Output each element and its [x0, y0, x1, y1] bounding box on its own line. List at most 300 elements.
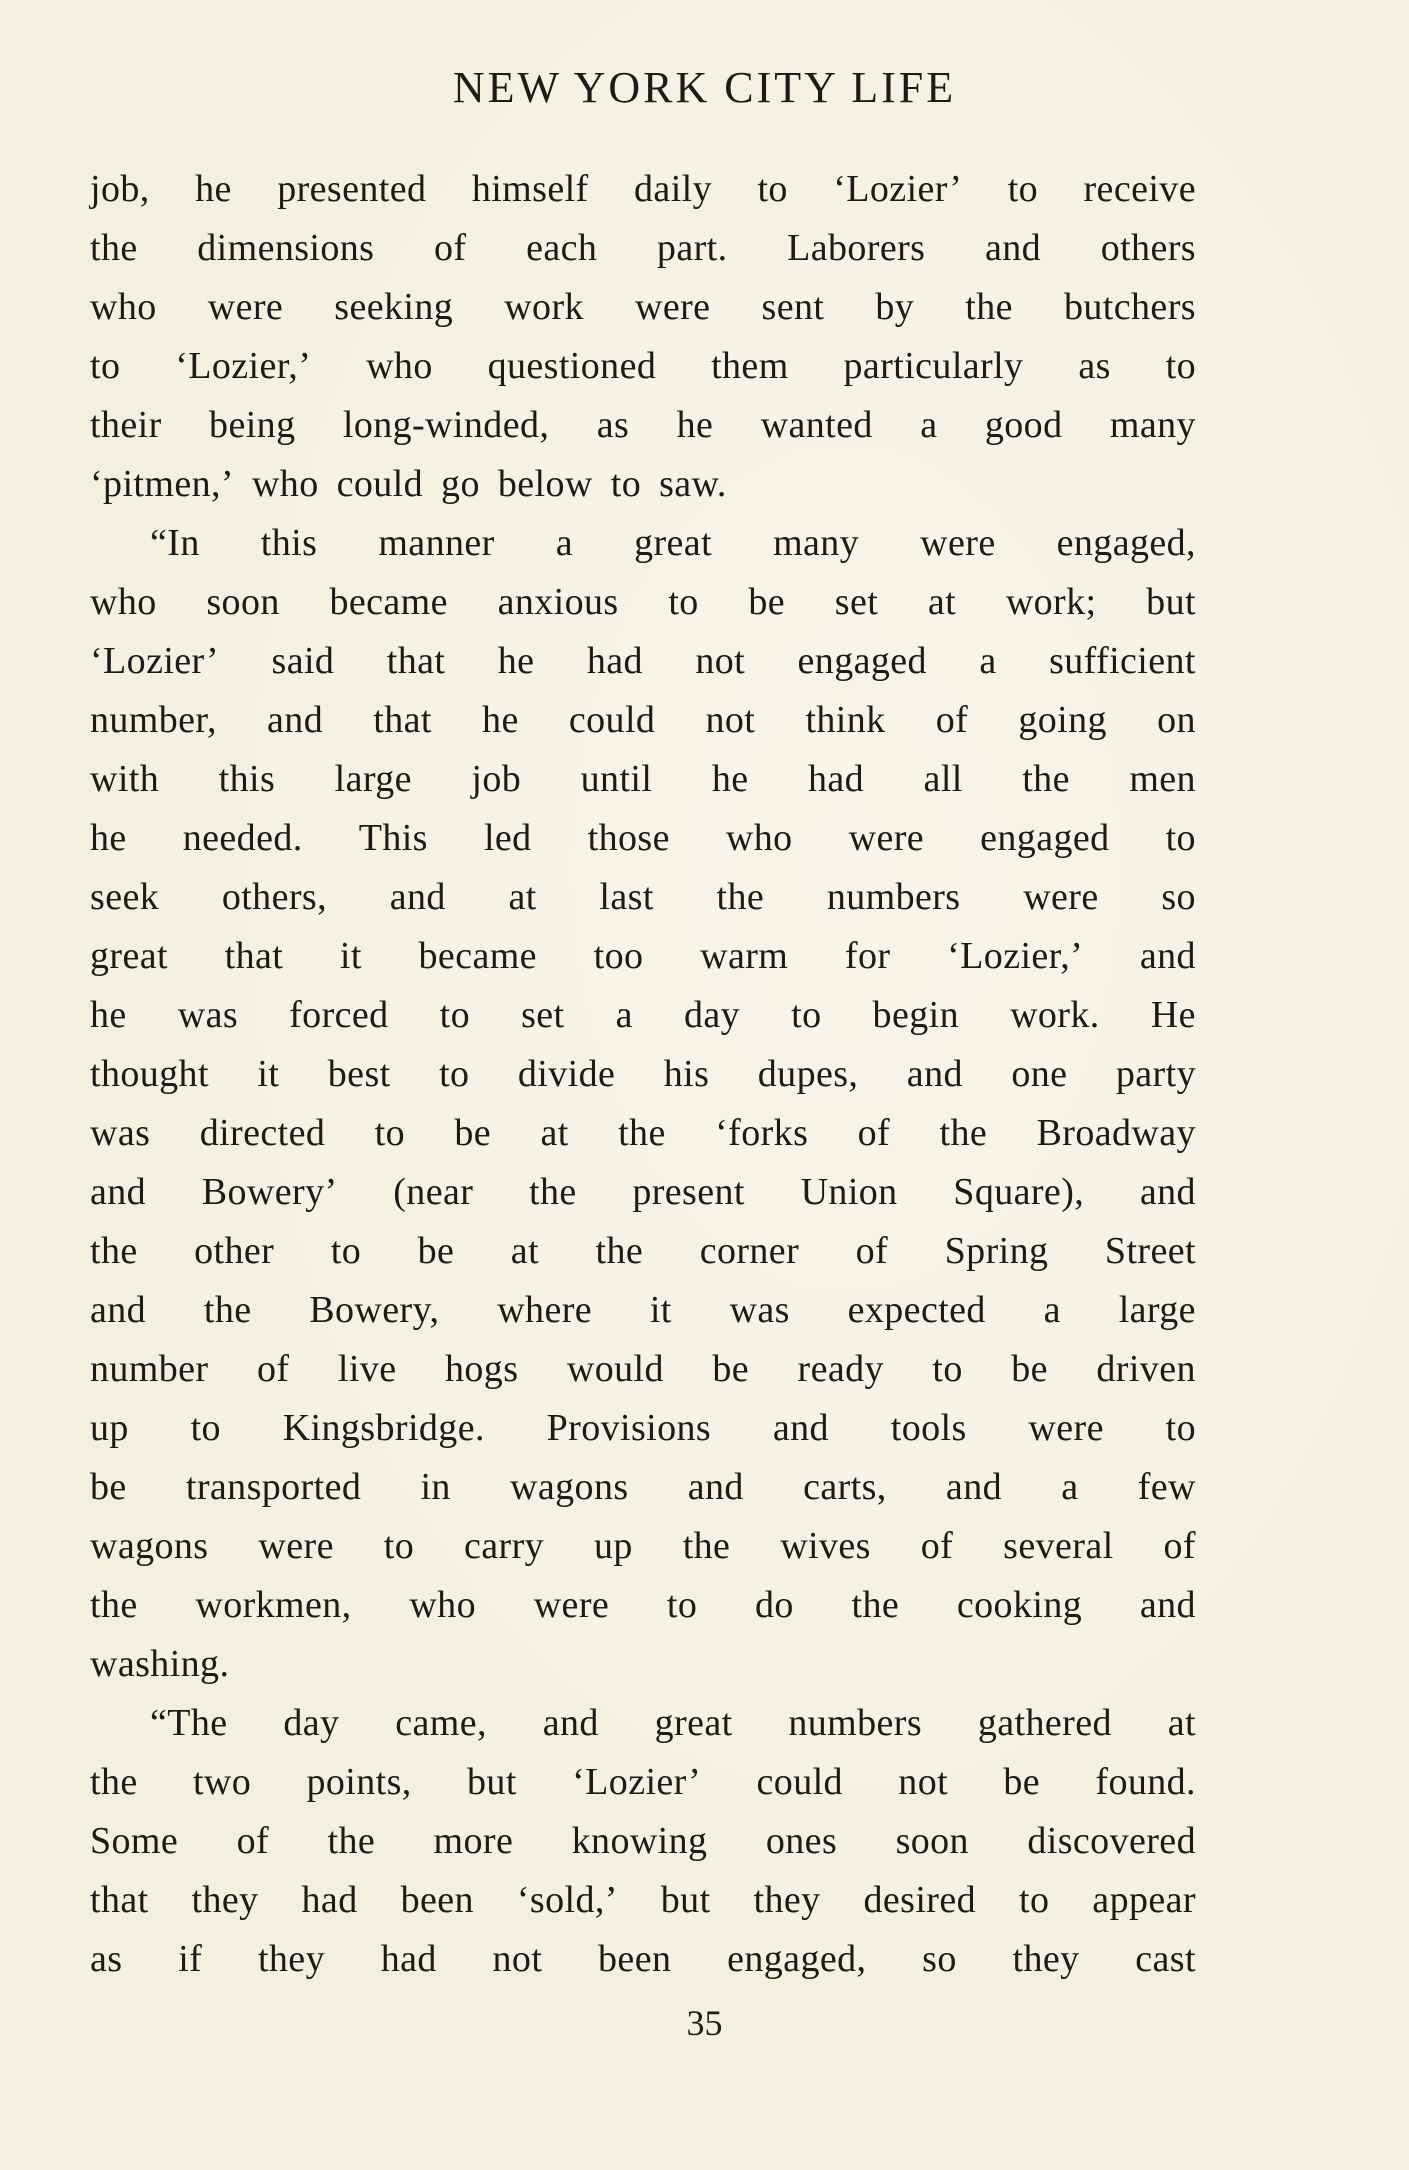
body-text: [90, 160, 1196, 1989]
word: sent: [761, 286, 825, 328]
word: ‘Lozier,’: [947, 935, 1084, 977]
word: to: [439, 1053, 470, 1095]
word: Kingsbridge.: [282, 1407, 485, 1449]
word: was: [729, 1289, 790, 1331]
text-line: [90, 1281, 1196, 1340]
text-line: [90, 219, 1196, 278]
word: and: [1139, 935, 1196, 977]
word: himself: [471, 168, 589, 210]
word: ‘forks: [715, 1112, 809, 1154]
text-line: [90, 1753, 1196, 1812]
word: at: [1167, 1702, 1196, 1744]
word: job: [471, 758, 522, 800]
word: go: [441, 463, 480, 505]
word: it: [257, 1053, 280, 1095]
word: driven: [1096, 1348, 1196, 1390]
word: and: [542, 1702, 599, 1744]
word: great: [654, 1702, 733, 1744]
word: ‘Lozier’: [833, 168, 963, 210]
word: present: [632, 1171, 745, 1213]
word: warm: [700, 935, 789, 977]
word: to: [1165, 817, 1196, 859]
word: gathered: [977, 1702, 1112, 1744]
word: could: [568, 699, 656, 741]
word: workmen,: [195, 1584, 352, 1626]
word: seeking: [334, 286, 454, 328]
word: daily: [634, 168, 713, 210]
word: the: [529, 1171, 577, 1213]
word: they: [191, 1879, 259, 1921]
word: numbers: [788, 1702, 923, 1744]
word: good: [984, 404, 1063, 446]
word: up: [90, 1407, 129, 1449]
word: to: [439, 994, 471, 1036]
word: ‘pitmen,’: [90, 463, 234, 505]
word: hogs: [445, 1348, 519, 1390]
word: became: [418, 935, 537, 977]
word: who: [90, 286, 157, 328]
word: others,: [221, 876, 327, 918]
running-head: NEW YORK CITY LIFE: [452, 63, 957, 112]
word: who: [725, 817, 793, 859]
word: wanted: [760, 404, 873, 446]
word: job,: [90, 168, 150, 210]
word: carts,: [803, 1466, 887, 1508]
word: could: [336, 463, 424, 505]
word: they: [1012, 1938, 1080, 1980]
text-line: [90, 1517, 1196, 1576]
word: at: [540, 1112, 569, 1154]
word: be: [454, 1112, 492, 1154]
word: other: [194, 1230, 275, 1272]
word: engaged: [980, 817, 1110, 859]
word: led: [483, 817, 532, 859]
word: were: [920, 522, 996, 564]
word: particularly: [843, 345, 1024, 387]
word: could: [756, 1761, 843, 1803]
word: not: [492, 1938, 543, 1980]
page-number: 35: [686, 2003, 723, 2043]
word: to: [791, 994, 822, 1036]
word: it: [649, 1289, 672, 1331]
text-line: [90, 1399, 1196, 1458]
word: Some: [90, 1820, 179, 1862]
word: at: [508, 876, 537, 918]
word: last: [599, 876, 654, 918]
word: he: [195, 168, 232, 210]
word: cast: [1135, 1938, 1196, 1980]
word: his: [663, 1053, 710, 1095]
text-line: [90, 986, 1196, 1045]
word: soon: [895, 1820, 969, 1862]
word: and: [945, 1466, 1002, 1508]
word: the: [682, 1525, 731, 1567]
text-line: [90, 1045, 1196, 1104]
word: ‘Lozier’: [90, 640, 220, 682]
text-line: [90, 632, 1196, 691]
word: a: [920, 404, 938, 446]
text-line: [90, 1163, 1196, 1222]
word: to: [383, 1525, 415, 1567]
word: all: [923, 758, 963, 800]
word: points,: [306, 1761, 412, 1803]
word: who: [409, 1584, 476, 1626]
word: as: [90, 1938, 123, 1980]
word: that: [224, 935, 284, 977]
word: but: [660, 1879, 711, 1921]
word: (near: [393, 1171, 474, 1213]
word: do: [754, 1584, 794, 1626]
word: if: [178, 1938, 203, 1980]
word: desired: [863, 1879, 977, 1921]
word: dimensions: [197, 227, 375, 269]
word: so: [922, 1938, 957, 1980]
word: would: [566, 1348, 664, 1390]
word: to: [374, 1112, 406, 1154]
word: a: [1043, 1289, 1061, 1331]
word: Square),: [953, 1171, 1085, 1213]
word: live: [337, 1348, 397, 1390]
word: party: [1115, 1053, 1196, 1095]
word: ready: [797, 1348, 884, 1390]
word: and: [687, 1466, 744, 1508]
word: ‘sold,’: [516, 1879, 618, 1921]
text-line: [90, 1635, 1196, 1694]
word: to: [932, 1348, 963, 1390]
word: those: [587, 817, 670, 859]
word: the: [965, 286, 1013, 328]
word: Street: [1104, 1230, 1196, 1272]
word: to: [610, 463, 642, 505]
text-line: [90, 868, 1196, 927]
word: became: [329, 581, 448, 623]
word: several: [1003, 1525, 1114, 1567]
word: came,: [395, 1702, 487, 1744]
text-line: [90, 396, 1196, 455]
word: he: [90, 817, 127, 859]
word: engaged,: [727, 1938, 867, 1980]
word: discovered: [1027, 1820, 1196, 1862]
word: forced: [289, 994, 389, 1036]
word: tools: [890, 1407, 967, 1449]
word: a: [979, 640, 997, 682]
word: expected: [847, 1289, 986, 1331]
text-line: [90, 1222, 1196, 1281]
word: few: [1137, 1466, 1196, 1508]
word: be: [748, 581, 786, 623]
word: He: [1150, 994, 1196, 1036]
word: questioned: [487, 345, 657, 387]
word: be: [1011, 1348, 1048, 1390]
word: to: [190, 1407, 221, 1449]
word: Bowery,: [309, 1289, 440, 1331]
word: a: [615, 994, 633, 1036]
word: be: [90, 1466, 127, 1508]
word: anxious: [497, 581, 619, 623]
word: were: [207, 286, 284, 328]
word: great: [90, 935, 168, 977]
text-line: [90, 278, 1196, 337]
word: think: [805, 699, 886, 741]
word: of: [857, 1112, 891, 1154]
word: Broadway: [1036, 1112, 1196, 1154]
word: and: [772, 1407, 829, 1449]
text-line: [90, 750, 1196, 809]
word: each: [526, 227, 598, 269]
word: day: [683, 994, 741, 1036]
text-line: [90, 809, 1196, 868]
word: of: [935, 699, 969, 741]
text-line: [90, 1930, 1196, 1989]
word: Provisions: [546, 1407, 712, 1449]
word: the: [327, 1820, 376, 1862]
word: of: [236, 1820, 270, 1862]
word: the: [618, 1112, 666, 1154]
word: sufficient: [1049, 640, 1196, 682]
word: in: [420, 1466, 451, 1508]
word: “In: [150, 522, 200, 564]
word: it: [339, 935, 362, 977]
word: until: [580, 758, 653, 800]
word: be: [712, 1348, 750, 1390]
text-line: [90, 927, 1196, 986]
word: long-winded,: [342, 404, 550, 446]
word: large: [334, 758, 412, 800]
word: had: [380, 1938, 437, 1980]
word: receive: [1083, 168, 1196, 210]
word: and: [1139, 1584, 1196, 1626]
word: been: [400, 1879, 474, 1921]
word: wives: [780, 1525, 871, 1567]
word: been: [598, 1938, 672, 1980]
word: corner: [699, 1230, 800, 1272]
word: to: [1007, 168, 1039, 210]
word: to: [666, 1584, 698, 1626]
word: great: [634, 522, 713, 564]
word: he: [497, 640, 535, 682]
word: work;: [1005, 581, 1097, 623]
word: the: [90, 1761, 138, 1803]
word: of: [1163, 1525, 1196, 1567]
word: set: [521, 994, 565, 1036]
word: transported: [185, 1466, 362, 1508]
word: up: [593, 1525, 633, 1567]
word: Bowery’: [201, 1171, 338, 1213]
word: not: [898, 1761, 949, 1803]
word: were: [1028, 1407, 1104, 1449]
word: the: [90, 227, 138, 269]
word: be: [417, 1230, 455, 1272]
word: washing.: [90, 1643, 230, 1685]
word: at: [510, 1230, 540, 1272]
word: butchers: [1064, 286, 1196, 328]
word: numbers: [826, 876, 961, 918]
word: dupes,: [757, 1053, 859, 1095]
word: manner: [378, 522, 495, 564]
word: this: [218, 758, 276, 800]
word: so: [1161, 876, 1196, 918]
word: directed: [199, 1112, 326, 1154]
text-line: [90, 1576, 1196, 1635]
word: the: [90, 1584, 138, 1626]
word: found.: [1095, 1761, 1196, 1803]
word: below: [497, 463, 593, 505]
word: not: [695, 640, 746, 682]
word: part.: [656, 227, 728, 269]
word: of: [256, 1348, 290, 1390]
word: saw.: [659, 463, 727, 505]
word: going: [1018, 699, 1107, 741]
text-line: [90, 1458, 1196, 1517]
word: to: [90, 345, 121, 387]
word: many: [1109, 404, 1196, 446]
word: best: [327, 1053, 391, 1095]
word: to: [757, 168, 788, 210]
word: men: [1129, 758, 1196, 800]
word: by: [875, 286, 915, 328]
word: he: [90, 994, 127, 1036]
word: them: [711, 345, 789, 387]
word: soon: [206, 581, 280, 623]
word: not: [705, 699, 756, 741]
word: others: [1100, 227, 1196, 269]
word: had: [301, 1879, 358, 1921]
word: the: [851, 1584, 900, 1626]
word: were: [635, 286, 711, 328]
word: and: [985, 227, 1042, 269]
word: but: [467, 1761, 517, 1803]
word: set: [834, 581, 879, 623]
word: he: [482, 699, 519, 741]
word: and: [906, 1053, 963, 1095]
word: the: [1022, 758, 1070, 800]
word: ones: [765, 1820, 838, 1862]
word: they: [753, 1879, 821, 1921]
word: the: [939, 1112, 988, 1154]
word: ‘Lozier,’: [175, 345, 312, 387]
word: knowing: [571, 1820, 708, 1862]
word: were: [848, 817, 925, 859]
word: their: [90, 404, 162, 446]
word: wagons: [510, 1466, 629, 1508]
word: to: [1165, 1407, 1196, 1449]
word: at: [927, 581, 957, 623]
word: appear: [1092, 1879, 1196, 1921]
word: cooking: [956, 1584, 1083, 1626]
word: carry: [464, 1525, 545, 1567]
word: as: [1078, 345, 1111, 387]
word: divide: [517, 1053, 616, 1095]
word: but: [1146, 581, 1196, 623]
word: were: [258, 1525, 334, 1567]
word: had: [586, 640, 643, 682]
word: this: [260, 522, 318, 564]
word: with: [90, 758, 160, 800]
word: of: [434, 227, 467, 269]
word: said: [271, 640, 335, 682]
word: number,: [90, 699, 217, 741]
word: of: [855, 1230, 889, 1272]
word: as: [596, 404, 630, 446]
word: he: [711, 758, 749, 800]
word: was: [90, 1112, 151, 1154]
word: a: [555, 522, 574, 564]
word: the: [716, 876, 765, 918]
word: Union: [800, 1171, 898, 1213]
word: for: [844, 935, 891, 977]
word: “The: [150, 1702, 228, 1744]
word: were: [1023, 876, 1099, 918]
word: seek: [90, 876, 160, 918]
word: This: [358, 817, 428, 859]
word: work: [504, 286, 584, 328]
word: presented: [277, 168, 427, 210]
word: and: [90, 1171, 147, 1213]
word: number: [90, 1348, 209, 1390]
word: more: [433, 1820, 514, 1862]
word: they: [257, 1938, 325, 1980]
word: ‘Lozier’: [572, 1761, 702, 1803]
word: the: [203, 1289, 252, 1331]
word: being: [209, 404, 296, 446]
word: one: [1011, 1053, 1068, 1095]
word: where: [497, 1289, 593, 1331]
word: and: [267, 699, 324, 741]
word: who: [251, 463, 319, 505]
text-line: [90, 1694, 1196, 1753]
word: who: [90, 581, 157, 623]
word: that: [373, 699, 432, 741]
text-line: [90, 514, 1196, 573]
word: many: [773, 522, 860, 564]
word: was: [177, 994, 239, 1036]
word: to: [668, 581, 699, 623]
text-line: [90, 455, 1196, 514]
text-line: [90, 1871, 1196, 1930]
word: on: [1157, 699, 1196, 741]
word: engaged,: [1056, 522, 1196, 564]
word: and: [389, 876, 446, 918]
word: a: [1061, 1466, 1079, 1508]
text-line: [90, 160, 1196, 219]
word: thought: [90, 1053, 209, 1095]
word: begin: [872, 994, 959, 1036]
word: too: [593, 935, 644, 977]
word: and: [1139, 1171, 1196, 1213]
text-line: [90, 573, 1196, 632]
word: to: [1018, 1879, 1050, 1921]
word: wagons: [90, 1525, 209, 1567]
word: needed.: [182, 817, 303, 859]
text-line: [90, 337, 1196, 396]
word: work.: [1010, 994, 1100, 1036]
word: engaged: [797, 640, 927, 682]
word: that: [90, 1879, 149, 1921]
word: of: [920, 1525, 954, 1567]
text-line: [90, 1104, 1196, 1163]
word: who: [366, 345, 433, 387]
word: that: [386, 640, 446, 682]
text-line: [90, 691, 1196, 750]
word: had: [807, 758, 865, 800]
word: were: [533, 1584, 610, 1626]
word: he: [676, 404, 714, 446]
word: two: [192, 1761, 252, 1803]
word: the: [595, 1230, 644, 1272]
word: and: [90, 1289, 147, 1331]
word: Laborers: [787, 227, 926, 269]
word: Spring: [944, 1230, 1049, 1272]
